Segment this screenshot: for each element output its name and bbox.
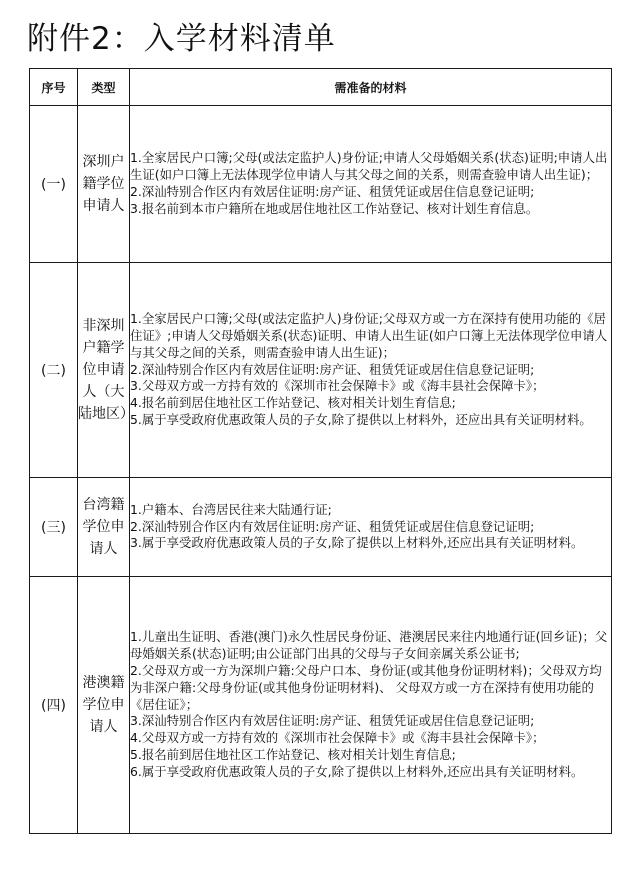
- material-item: 2.深汕特别合作区内有效居住证明:房产证、租赁凭证或居住信息登记证明;: [130, 361, 535, 377]
- applicant-type: 非深圳户籍学位申请人（大陆地区）: [78, 263, 130, 478]
- row-number: (三): [30, 478, 78, 577]
- page-title: 附件2：入学材料清单: [27, 21, 336, 57]
- table-row: [30, 106, 612, 263]
- material-item: 1.儿童出生证明、香港(澳门)永久性居民身份证、港澳居民来往内地通行证(回乡证)；父母婚姻关系(状态)证明;由公证部门出具的父母与子女间亲属关系公证书;: [130, 629, 608, 662]
- material-item: 4.父母双方或一方持有效的《深圳市社会保障卡》或《海丰县社会保障卡》；: [130, 730, 545, 746]
- material-item: 2.深汕特别合作区内有效居住证明:房产证、租赁凭证或居住信息登记证明;: [130, 518, 535, 534]
- material-item: 3.报名前到本市户籍所在地或居住地社区工作站登记、核对计划生育信息。: [130, 200, 539, 216]
- material-item: 1.全家居民户口簿;父母(或法定监护人)身份证;父母双方或一方在深持有使用功能的《居住证》;申请人父母婚姻关系(状态)证明、申请人出生证(如户口簿上无法体现学位申请人与其父母之间的关系，则需查验申请人出生证)；: [130, 311, 608, 360]
- header-no: 序号: [30, 69, 78, 106]
- row-number: (一): [30, 106, 78, 263]
- table-row: [30, 478, 612, 577]
- material-item: 1.户籍本、台湾居民往来大陆通行证;: [130, 501, 332, 517]
- table-header-row: [30, 69, 612, 106]
- material-item: 5.属于享受政府优惠政策人员的子女,除了提供以上材料外，还应出具有关证明材料。: [130, 411, 592, 427]
- material-item: 3.属于享受政府优惠政策人员的子女,除了提供以上材料外,还应出具有关证明材料。: [130, 535, 584, 551]
- table-row: [30, 577, 612, 834]
- material-item: 3.父母双方或一方持有效的《深圳市社会保障卡》或《海丰县社会保障卡》；: [130, 378, 545, 394]
- materials-cell: [130, 577, 612, 834]
- applicant-type: 港澳籍学位申请人: [78, 577, 130, 834]
- table-row: [30, 263, 612, 478]
- header-type: 类型: [78, 69, 130, 106]
- material-item: 6.属于享受政府优惠政策人员的子女,除了提供以上材料外,还应出具有关证明材料。: [130, 763, 584, 779]
- material-item: 5.报名前到居住地社区工作站登记、核对相关计划生育信息;: [130, 746, 456, 762]
- applicant-type: 深圳户籍学位申请人: [78, 106, 130, 263]
- materials-table: [29, 68, 612, 834]
- materials-cell: [130, 263, 612, 478]
- material-item: 4.报名前到居住地社区工作站登记、核对相关计划生育信息;: [130, 395, 456, 411]
- row-number: (二): [30, 263, 78, 478]
- row-number: (四): [30, 577, 78, 834]
- material-item: 3.深汕特别合作区内有效居住证明:房产证、租赁凭证或居住信息登记证明;: [130, 713, 535, 729]
- header-materials: 需准备的材料: [130, 69, 612, 106]
- material-item: 2.深汕特别合作区内有效居住证明:房产证、租赁凭证或居住信息登记证明;: [130, 184, 535, 199]
- material-item: 1.全家居民户口簿;父母(或法定监护人)身份证;申请人父母婚姻关系(状态)证明;申请人出生证(如户口簿上无法体现学位申请人与其父母之间的关系，则需查验申请人出生证)；: [130, 150, 608, 183]
- material-item: 2.父母双方或一方为深圳户籍:父母户口本、身份证(或其他身份证明材料)；父母双方均为非深户籍:父母身份证(或其他身份证明材料)、 父母双方或一方在深持有使用功能的《居住证》；: [130, 663, 602, 712]
- materials-cell: [130, 106, 612, 263]
- materials-cell: [130, 478, 612, 577]
- applicant-type: 台湾籍学位申请人: [78, 478, 130, 577]
